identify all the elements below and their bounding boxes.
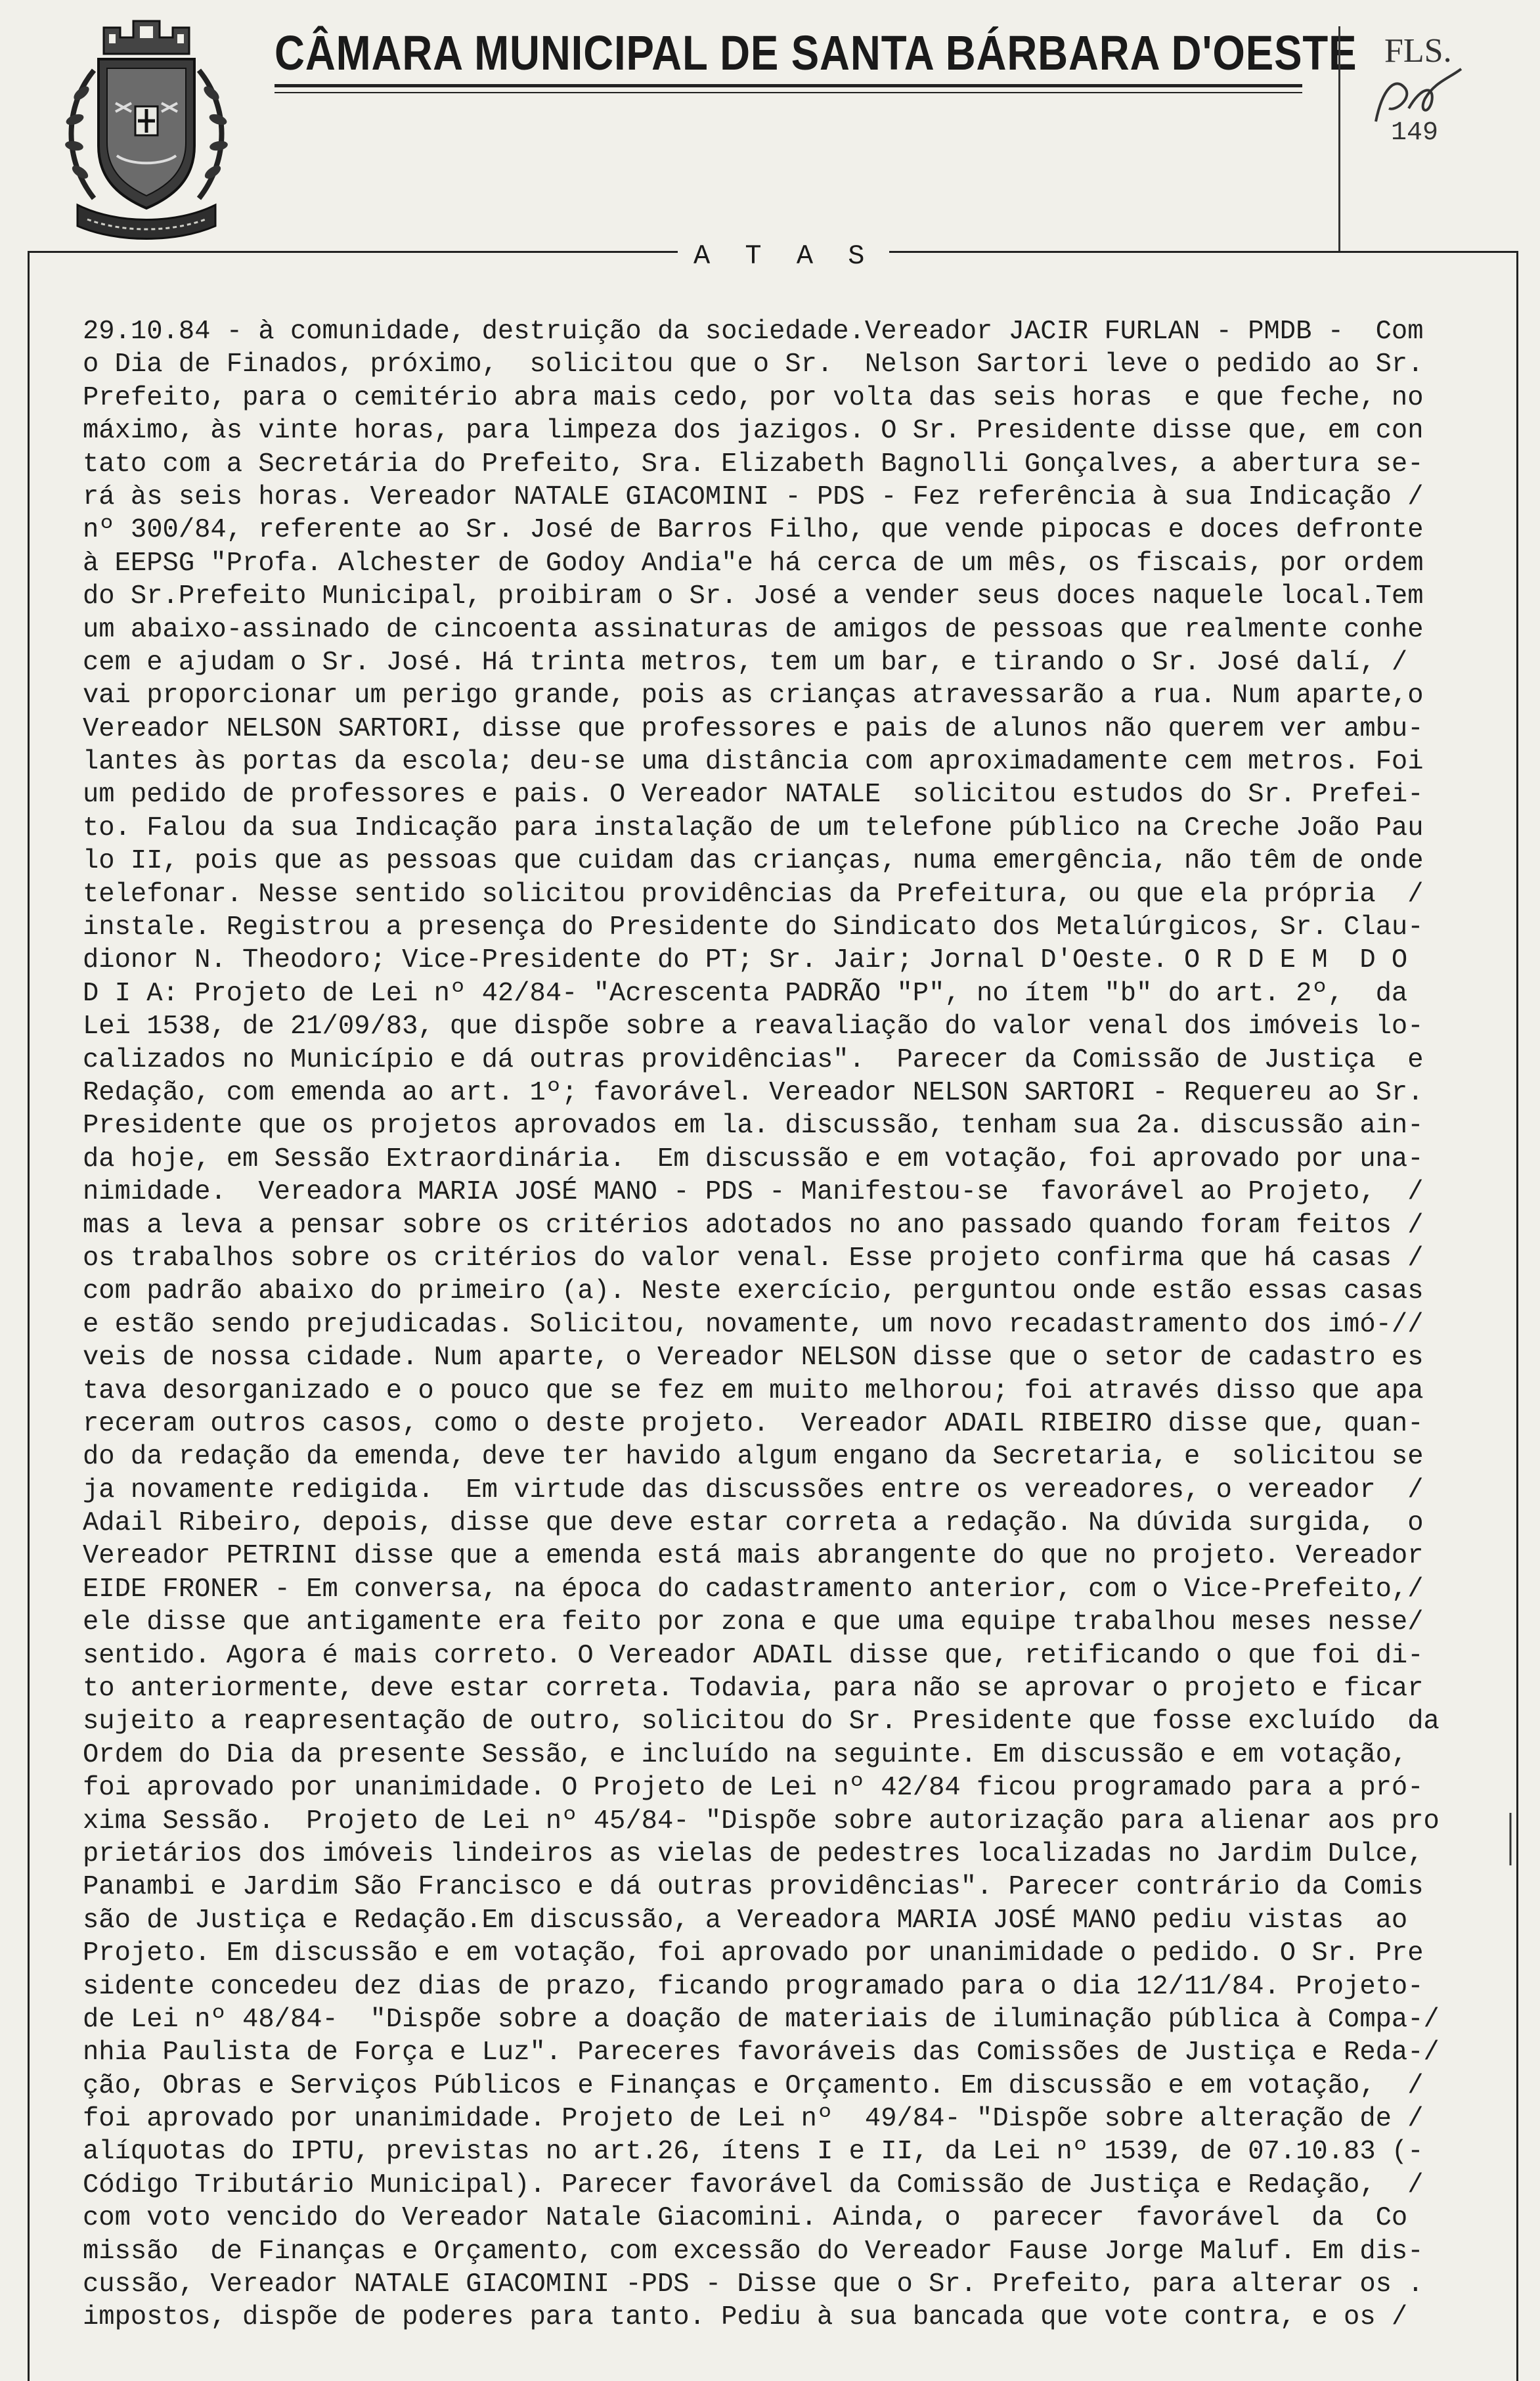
minutes-line: veis de nossa cidade. Num aparte, o Vereador NELSON disse que o setor de cadastro es	[83, 1343, 1424, 1373]
folio-divider	[1338, 26, 1340, 253]
minutes-line: Lei 1538, de 21/09/83, que dispõe sobre a reavaliação do valor venal dos imóveis lo-	[83, 1012, 1424, 1042]
minutes-line: os trabalhos sobre os critérios do valor venal. Esse projeto confirma que há casas /	[83, 1243, 1424, 1274]
minutes-line: EIDE FRONER - Em conversa, na época do cadastramento anterior, com o Vice-Prefeito,/	[83, 1574, 1424, 1605]
minutes-line: cem e ajudam o Sr. José. Há trinta metros, tem um bar, e tirando o Sr. José dalí, /	[83, 647, 1408, 678]
minutes-line: à EEPSG "Profa. Alchester de Godoy Andia"e há cerca de um mês, os fiscais, por ordem	[83, 548, 1424, 579]
margin-mark	[1504, 1813, 1517, 1865]
minutes-line: Ordem do Dia da presente Sessão, e incluído na seguinte. Em discussão e em votação,	[83, 1739, 1408, 1770]
minutes-line: um pedido de professores e pais. O Vereador NATALE solicitou estudos do Sr. Prefei-	[83, 780, 1424, 811]
minutes-line: to. Falou da sua Indicação para instalação de um telefone público na Creche João Pau	[83, 812, 1424, 843]
document-header	[0, 0, 1540, 250]
minutes-line: impostos, dispõe de poderes para tanto. Pediu à sua bancada que vote contra, e os /	[83, 2302, 1408, 2333]
minutes-line: alíquotas do IPTU, previstas no art.26, ítens I e II, da Lei nº 1539, de 07.10.83 (-	[83, 2137, 1424, 2168]
minutes-line: dionor N. Theodoro; Vice-Presidente do PT; Sr. Jair; Jornal D'Oeste. O R D E M D O	[83, 945, 1408, 976]
minutes-line: foi aprovado por unanimidade. O Projeto de Lei nº 42/84 ficou programado para a pró-	[83, 1773, 1424, 1804]
minutes-line: tato com a Secretária do Prefeito, Sra. Elizabeth Bagnolli Gonçalves, a abertura se-	[83, 449, 1424, 479]
folio-number: 149	[1391, 118, 1439, 148]
minutes-line: Redação, com emenda ao art. 1º; favorável. Vereador NELSON SARTORI - Requereu ao Sr.	[83, 1077, 1424, 1108]
title-rule	[275, 92, 1302, 93]
minutes-line: com voto vencido do Vereador Natale Giacomini. Ainda, o parecer favorável da Co	[83, 2203, 1408, 2234]
minutes-line: receram outros casos, como o deste projeto. Vereador ADAIL RIBEIRO disse que, quan-	[83, 1408, 1424, 1439]
minutes-line: xima Sessão. Projeto de Lei nº 45/84- "Dispõe sobre autorização para alienar aos pro	[83, 1806, 1440, 1836]
minutes-line: mas a leva a pensar sobre os critérios adotados no ano passado quando foram feitos /	[83, 1210, 1424, 1241]
chamber-name: CÂMARA MUNICIPAL DE SANTA BÁRBARA D'OESTE	[275, 26, 1357, 80]
minutes-line: nhia Paulista de Força e Luz". Pareceres favoráveis das Comissões de Justiça e Reda-/	[83, 2037, 1440, 2068]
minutes-line: lo II, pois que as pessoas que cuidam das crianças, numa emergência, não têm de onde	[83, 846, 1424, 877]
minutes-text	[83, 315, 1482, 2334]
minutes-line: Projeto. Em discussão e em votação, foi aprovado por unanimidade o pedido. O Sr. Pre	[83, 1938, 1424, 1969]
minutes-line: ja novamente redigida. Em virtude das discussões entre os vereadores, o vereador /	[83, 1475, 1424, 1505]
minutes-line: nimidade. Vereadora MARIA JOSÉ MANO - PDS - Manifestou-se favorável ao Projeto, /	[83, 1177, 1424, 1208]
minutes-line: Panambi e Jardim São Francisco e dá outras providências". Parecer contrário da Comis	[83, 1872, 1424, 1903]
minutes-line: rá às seis horas. Vereador NATALE GIACOMINI - PDS - Fez referência à sua Indicação /	[83, 481, 1424, 512]
minutes-line: Vereador PETRINI disse que a emenda está mais abrangente do que no projeto. Vereador	[83, 1541, 1424, 1572]
minutes-line: são de Justiça e Redação.Em discussão, a Vereadora MARIA JOSÉ MANO pediu vistas ao	[83, 1905, 1408, 1936]
minutes-line: Prefeito, para o cemitério abra mais cedo, por volta das seis horas e que feche, no	[83, 382, 1424, 413]
minutes-line: Presidente que os projetos aprovados em la. discussão, tenham sua 2a. discussão ain-	[83, 1111, 1424, 1142]
minutes-line: ção, Obras e Serviços Públicos e Finanças e Orçamento. Em discussão e em votação, /	[83, 2070, 1424, 2101]
minutes-line: sidente concedeu dez dias de prazo, ficando programado para o dia 12/11/84. Projeto-	[83, 1971, 1424, 2002]
minutes-line: vai proporcionar um perigo grande, pois as crianças atravessarão a rua. Num aparte,o	[83, 680, 1424, 711]
minutes-line: e estão sendo prejudicadas. Solicitou, novamente, um novo recadastramento dos imó-//	[83, 1309, 1424, 1340]
minutes-line: do Sr.Prefeito Municipal, proibiram o Sr. José a vender seus doces naquele local.Tem	[83, 581, 1424, 612]
minutes-line: missão de Finanças e Orçamento, com excessão do Vereador Fause Jorge Maluf. Em dis-	[83, 2236, 1424, 2267]
minutes-line: máximo, às vinte horas, para limpeza dos jazigos. O Sr. Presidente disse que, em con	[83, 416, 1424, 447]
minutes-line: um abaixo-assinado de cincoenta assinaturas de amigos de pessoas que realmente conhe	[83, 614, 1424, 645]
title-rule	[275, 84, 1302, 87]
minutes-line: to anteriormente, deve estar correta. Todavia, para não se aprovar o projeto e ficar	[83, 1674, 1424, 1704]
minutes-line: calizados no Município e dá outras providências". Parecer da Comissão de Justiça e	[83, 1044, 1424, 1075]
minutes-line: Código Tributário Municipal). Parecer favorável da Comissão de Justiça e Redação, /	[83, 2170, 1424, 2200]
minutes-line: nº 300/84, referente ao Sr. José de Barros Filho, que vende pipocas e doces defronte	[83, 515, 1424, 546]
section-title: A T A S	[678, 240, 889, 272]
minutes-line: foi aprovado por unanimidade. Projeto de Lei nº 49/84- "Dispõe sobre alteração de /	[83, 2104, 1424, 2135]
minutes-line: com padrão abaixo do primeiro (a). Neste exercício, perguntou onde estão essas casas	[83, 1276, 1424, 1307]
minutes-line: lantes às portas da escola; deu-se uma distância com aproximadamente cem metros. Foi	[83, 747, 1424, 778]
minutes-line: da hoje, em Sessão Extraordinária. Em discussão e em votação, foi aprovado por una-	[83, 1144, 1424, 1174]
minutes-line: cussão, Vereador NATALE GIACOMINI -PDS - Disse que o Sr. Prefeito, para alterar os .	[83, 2269, 1424, 2300]
minutes-line: telefonar. Nesse sentido solicitou providências da Prefeitura, ou que ela própria /	[83, 879, 1424, 910]
minutes-line: sentido. Agora é mais correto. O Vereador ADAIL disse que, retificando o que foi di-	[83, 1640, 1424, 1671]
minutes-line: Adail Ribeiro, depois, disse que deve estar correta a redação. Na dúvida surgida, o	[83, 1508, 1424, 1539]
folio-label: FLS.	[1384, 32, 1452, 70]
minutes-line: Vereador NELSON SARTORI, disse que professores e pais de alunos não querem ver ambu-	[83, 713, 1424, 744]
minutes-line: ele disse que antigamente era feito por zona e que uma equipe trabalhou meses nesse/	[83, 1607, 1424, 1638]
minutes-line: D I A: Projeto de Lei nº 42/84- "Acrescenta PADRÃO "P", no ítem "b" do art. 2º, da	[83, 978, 1408, 1009]
minutes-line: o Dia de Finados, próximo, solicitou que o Sr. Nelson Sartori leve o pedido ao Sr.	[83, 349, 1424, 380]
minutes-line: prietários dos imóveis lindeiros as vielas de pedestres localizadas no Jardim Dulce,	[83, 1838, 1424, 1869]
minutes-line: 29.10.84 - à comunidade, destruição da sociedade.Vereador JACIR FURLAN - PMDB - Com	[83, 317, 1424, 347]
minutes-line: do da redação da emenda, deve ter havido algum engano da Secretaria, e solicitou se	[83, 1442, 1424, 1473]
minutes-line: sujeito a reapresentação de outro, solicitou do Sr. Presidente que fosse excluído da	[83, 1706, 1440, 1737]
minutes-line: tava desorganizado e o pouco que se fez em muito melhorou; foi através disso que apa	[83, 1375, 1424, 1406]
minutes-line: de Lei nº 48/84- "Dispõe sobre a doação de materiais de iluminação pública à Compa-/	[83, 2004, 1440, 2035]
municipal-coat-of-arms-icon	[58, 8, 235, 244]
minutes-line: instale. Registrou a presença do Presidente do Sindicato dos Metalúrgicos, Sr. Clau-	[83, 912, 1424, 943]
